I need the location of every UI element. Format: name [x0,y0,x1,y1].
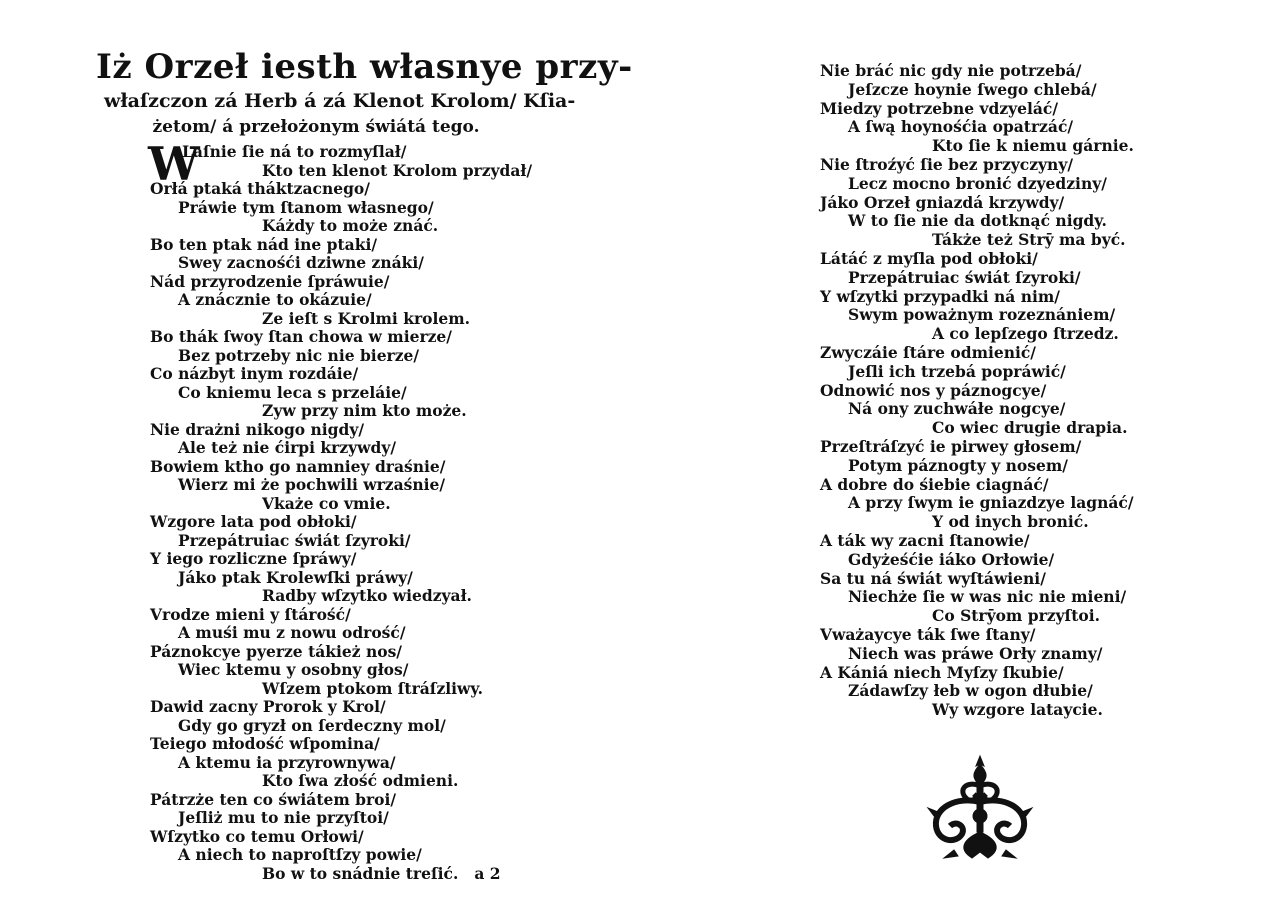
verse-line-text: Odnowić nos y páznogcye/ [820,380,1047,400]
verse-line-text: Zádawſzy łeb w ogon dłubie/ [848,681,1093,701]
verse-line-text: Radby wſzytko wiedzyał. [262,586,472,605]
verse-line-text: Przepátruiac świát ſzyroki/ [848,267,1081,287]
verse-line [150,863,501,885]
verse-line-text: Co Strȳom przyſtoi. [932,606,1100,626]
drop-cap: W [148,137,200,191]
verse-line-text: Teiego młodość wſpomina/ [150,734,380,753]
verse-line-text: W to ſie nie da dotknąć nigdy. [848,211,1107,231]
verse-line-text: Gdyżeśćie iáko Orłowie/ [848,549,1055,569]
verse-line-text: Laſnie ſie ná to rozmyſlał/ [182,142,407,161]
verse-line-text: Zwyczáie ſtáre odmienić/ [820,343,1036,362]
verse-line-text: Dawid zacny Prorok y Krol/ [150,697,386,716]
verse-line-text: Páznokcye pyerze tákież nos/ [150,641,402,661]
verse-line-text: Wſzem ptokom ſtráſzliwy. [262,678,483,698]
verse-line-text: Niech was práwe Orły znamy/ [848,643,1103,663]
heading-line-1: Iż Orzeł iesth własnye przy- [96,47,633,87]
verse-line-text: A ſwą hoynośćia opatrzáć/ [848,117,1074,137]
verse-line-text: Kto ten klenot Krolom przydał/ [262,160,533,180]
verse-line-text: Wzgore lata pod obłoki/ [150,512,357,531]
verse-line-text: Y wſzytki przypadki ná nim/ [820,286,1060,306]
verse-line-text: Bez potrzeby nic nie bierze/ [178,345,420,365]
verse-line-text: A Kániá niech Myſzy ſkubie/ [820,662,1064,682]
verse-line-text: A znácznie to okázuie/ [178,290,372,309]
verse-line-text: Bo thák ſwoy ſtan chowa w mierze/ [150,327,452,346]
verse-line-text: Vrodze mieni y ſtárość/ [150,604,351,624]
verse-line-text: Jáko ptak Krolewſki práwy/ [178,567,413,587]
verse-line-text: Kto ſie k niemu gárnie. [932,136,1134,156]
verse-line-text: Káżdy to może znáć. [262,216,439,235]
verse-line-text: A ták wy zacni ſtanowie/ [820,531,1030,550]
verse-line-text: Nie drażni nikogo nigdy/ [150,419,365,439]
verse-line-text: Práwie tym ſtanom własnego/ [178,197,434,217]
verse-line-text: A ktemu ia przyrownywa/ [178,752,396,772]
verse-line-text: Y iego rozliczne ſpráwy/ [150,549,357,568]
verse-line-text: A muśi mu z nowu odrość/ [178,623,406,642]
verse-line-text: Nie ſtroźyć ſie bez przyczyny/ [820,155,1073,174]
verse-line-text: Miedzy potrzebne vdzyeláć/ [820,98,1059,118]
verse-line-text: Bo ten ptak nád ine ptaki/ [150,234,377,254]
verse-line-text: A przy ſwym ie gniazdzye lagnáć/ [848,493,1134,513]
heading-line-3: żetom/ á przełożonym świátá tego. [152,117,480,137]
verse-line-text: Orłá ptaká tháktzacnego/ [150,179,370,198]
verse-line-text: Niechże ſie w was nic nie mieni/ [848,587,1127,607]
verse-line-text: Co kniemu leca s przeláie/ [178,382,407,402]
verse-line-text: Ze ieſt s Krolmi krolem. [262,308,471,328]
verse-line-text: A dobre do śiebie ciagnáć/ [820,474,1049,494]
verse-line-text: Przepátruiac świát ſzyroki/ [178,530,411,550]
verse-line-text: Jeſli ich trzebá popráwić/ [848,361,1066,381]
verse-line-text: Látáć z myſla pod obłoki/ [820,249,1038,268]
verse-line-text: Sa tu ná świát wyſtáwieni/ [820,568,1046,588]
verse-line-text: Jeſzcze hoynie ſwego chlebá/ [848,79,1097,99]
verse-line-text: Ná ony zuchwáłe nogcye/ [848,399,1066,419]
verse-line-text: Wy wzgore lataycie. [932,700,1103,720]
verse-line-text: Bo w to snádnie treſić. [262,863,459,883]
verse-line [820,699,1103,721]
verse-line-text: Jáko Orzeł gniazdá krzywdy/ [820,192,1065,212]
verse-line-text: Swey zacnośći dziwne znáki/ [178,253,424,272]
verse-line-text: Tákże też Strȳ ma być. [932,230,1126,250]
verse-line-text: Co wiec drugie drapia. [932,418,1128,438]
verse-line-text: Wierz mi że pochwili wrzaśnie/ [178,475,446,494]
verse-line-text: A niech to naproſtſzy powie/ [178,845,422,864]
verse-line-text: Y od inych bronić. [932,512,1089,532]
verse-line-text: Wiec ktemu y osobny głos/ [178,660,409,679]
verse-line-text: Potym páznogty y nosem/ [848,455,1068,475]
verse-line-text: Nád przyrodzenie ſpráwuie/ [150,271,390,291]
verse-line-text: Vważaycye ták ſwe ſtany/ [820,625,1036,644]
verse-line-text: Ale też nie ćirpi krzywdy/ [178,438,396,457]
right-page [640,0,1280,905]
verse-line-text: Kto ſwa złość odmieni. [262,771,459,790]
fleuron-ornament-icon [924,752,1036,864]
verse-line-text: Wſzytko co temu Orłowi/ [150,826,364,846]
verse-line-text: Lecz mocno bronić dzyedziny/ [848,173,1107,193]
verse-line-text: A co lepſzego ſtrzedz. [932,324,1119,344]
signature-mark: a 2 [474,863,501,883]
verse-line-text: Przeſtráſzyć ie pirwey głosem/ [820,437,1082,456]
verse-line-text: Nie bráć nic gdy nie potrzebá/ [820,61,1082,80]
heading-line-2: właſzczon zá Herb á zá Klenot Krolom/ Kſia- [104,90,576,112]
verse-line-text: Gdy go gryzł on ſerdeczny mol/ [178,715,446,735]
verse-line-text: Bowiem ktho go namniey draśnie/ [150,456,446,476]
verse-line-text: Jeſliż mu to nie przyſtoi/ [178,808,389,827]
verse-line-text: Swym poważnym rozeznániem/ [848,305,1116,325]
verse-line-text: Pátrzże ten co świátem broi/ [150,789,397,809]
verse-line-text: Vkaże co vmie. [262,493,391,513]
verse-line-text: Co názbyt inym rozdáie/ [150,364,359,383]
verse-line-text: Zyw przy nim kto może. [262,401,467,420]
chapter-heading [96,47,633,137]
